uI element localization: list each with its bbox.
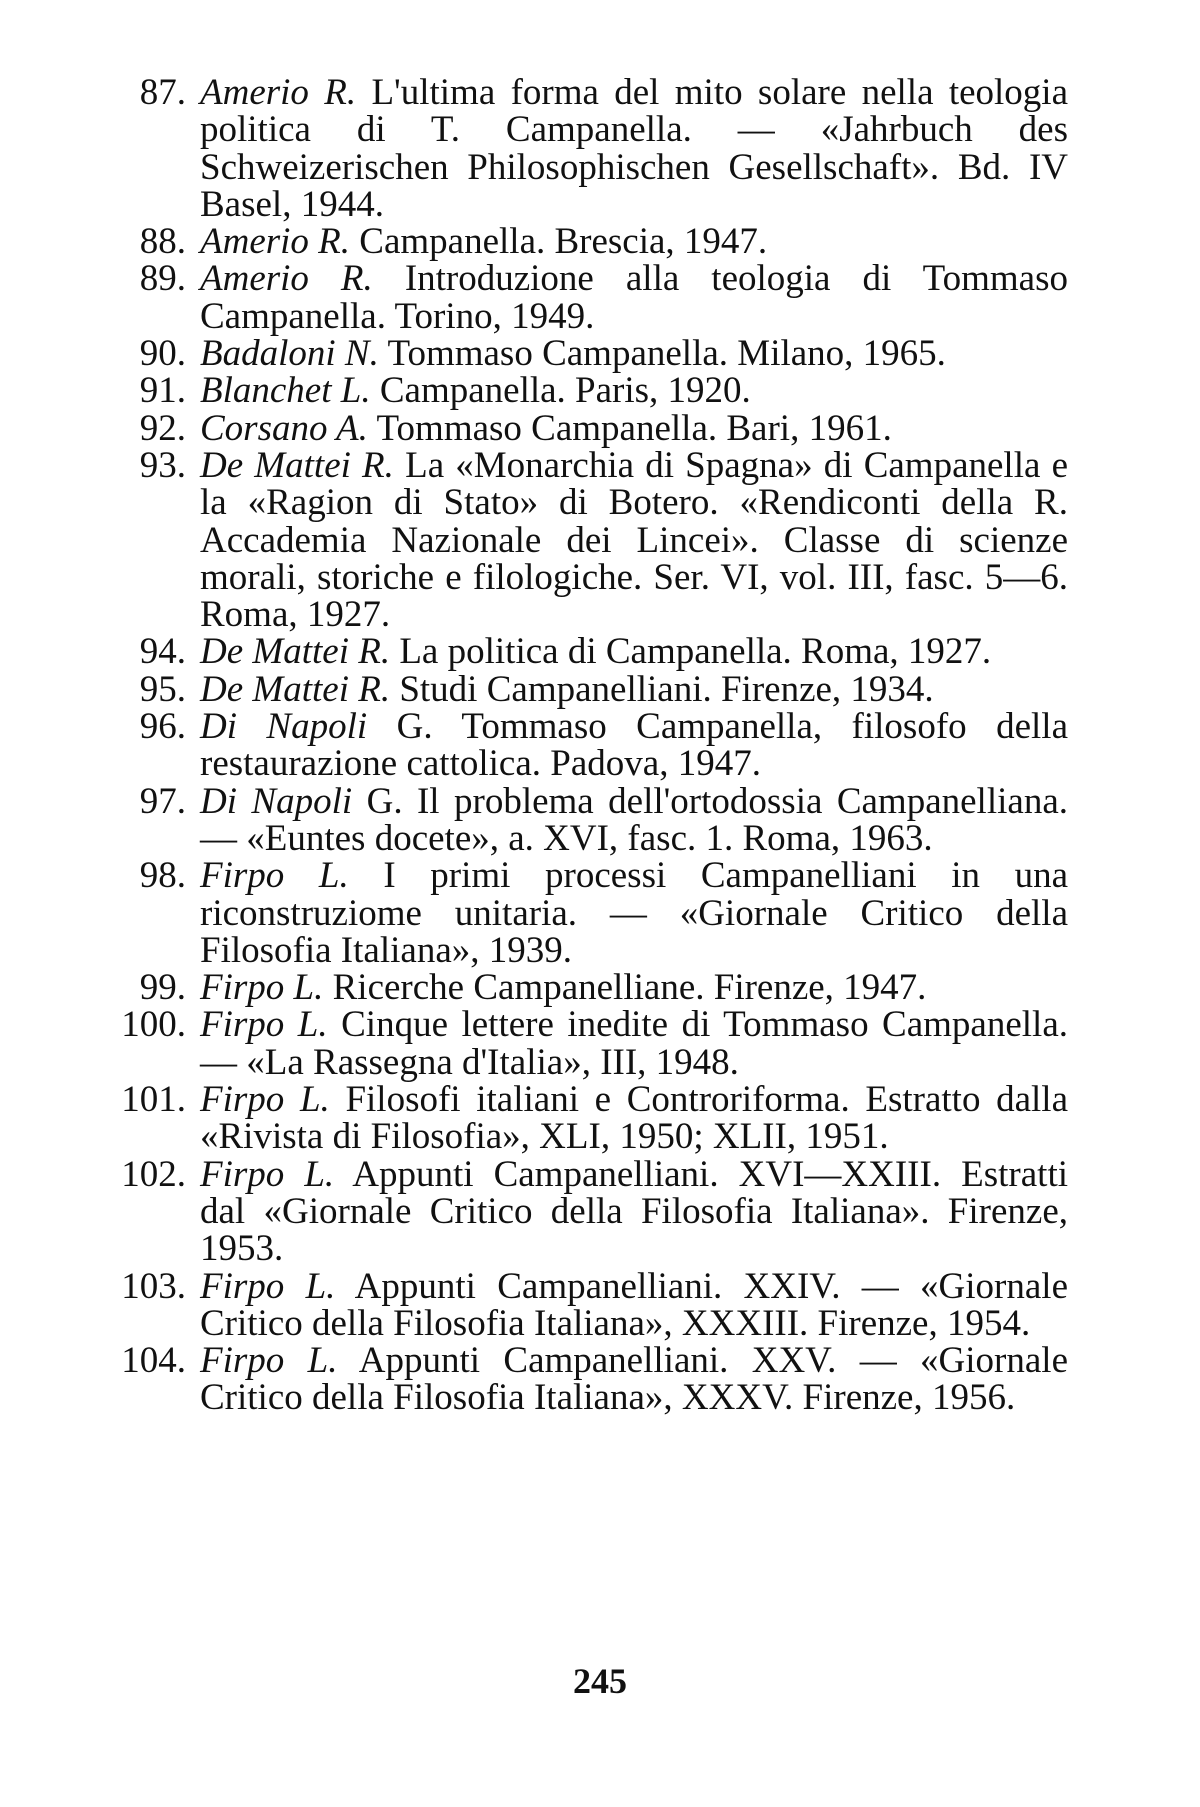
bibliography-list (118, 74, 1068, 1417)
entry-body (200, 631, 1068, 673)
entry-text: Cinque lettere inedite di Tommaso Campanella. — «La Rassegna d'Italia», III, 1948. (200, 1004, 1069, 1083)
entry-number: 94. (139, 631, 186, 673)
entry-body (200, 857, 1068, 969)
entry-body (200, 260, 1068, 335)
bibliography-entry (118, 631, 1068, 673)
entry-author: Firpo L. (200, 1004, 328, 1046)
bibliography-entry (118, 74, 1068, 223)
entry-text: Appunti Campanelliani. XXV. — «Giornale Critico della Filosofia Italiana», XXXV. Firenze, 1956. (200, 1340, 1069, 1419)
entry-number: 103. (121, 1265, 186, 1307)
entry-text: La «Monarchia di Spagna» di Campanella e la «Ragion di Stato» di Botero. «Rendiconti della R. Accademia Nazionale dei Lincei». Classe di scienze morali, storiche e filologiche. Ser. VI, vol. III, fasc. 5—6. Roma, 1927. (200, 444, 1069, 636)
bibliography-entry (118, 333, 1068, 375)
entry-body (200, 1265, 1068, 1344)
entry-author: Firpo L. (200, 1340, 338, 1382)
entry-text: G. Il problema dell'ortodossia Campanelliana. — «Euntes docete», a. XVI, fasc. 1. Roma, 1963. (200, 780, 1068, 859)
entry-number: 104. (121, 1340, 186, 1382)
entry-body (200, 1081, 1068, 1156)
entry-body (200, 333, 1068, 375)
entry-text: Campanella. Paris, 1920. (379, 370, 751, 412)
entry-body (200, 708, 1068, 783)
entry-body (200, 74, 1068, 223)
entry-author: Di Napoli (200, 706, 368, 748)
entry-text: Campanella. Brescia, 1947. (359, 221, 768, 263)
entry-text: Tommaso Campanella. Milano, 1965. (387, 333, 946, 375)
bibliography-entry (118, 1153, 1069, 1270)
entry-text: L'ultima forma del mito solare nella teologia politica di T. Campanella. — «Jahrbuch des Schweizerischen Philosophischen Gesellschaft». Bd. IV Basel, 1944. (200, 72, 1068, 225)
entry-number: 87. (139, 72, 186, 113)
entry-author: Blanchet L. (200, 370, 371, 412)
bibliography-entry (118, 668, 1068, 710)
entry-author: Amerio R. (200, 258, 373, 300)
entry-text: Studi Campanelliani. Firenze, 1934. (399, 668, 934, 710)
entry-number: 89. (139, 258, 186, 300)
bibliography-entry (118, 1006, 1068, 1081)
entry-author: Firpo L. (200, 1079, 330, 1121)
entry-author: Firpo L. (200, 1265, 336, 1307)
bibliography-entry (118, 1081, 1068, 1156)
bibliography-entry (118, 221, 1068, 263)
entry-author: Amerio R. (200, 221, 351, 263)
entry-body (200, 1153, 1069, 1270)
entry-text: G. Tommaso Campanella, filosofo della restaurazione cattolica. Padova, 1947. (200, 706, 1068, 785)
entry-author: Firpo L. (200, 855, 349, 897)
entry-author: De Mattei R. (200, 444, 394, 486)
entry-author: Badaloni N. (200, 333, 379, 375)
bibliography-entry (118, 407, 1068, 449)
entry-number: 93. (139, 444, 186, 486)
entry-text: Introduzione alla teologia di Tommaso Campanella. Torino, 1949. (200, 258, 1068, 337)
bibliography-entry (118, 1265, 1068, 1344)
entry-body (200, 668, 1068, 710)
entry-number: 92. (139, 407, 186, 449)
entry-text: Filosofi italiani e Controriforma. Estratto dalla «Rivista di Filosofia», XLI, 1950; XLII, 1951. (200, 1079, 1069, 1158)
entry-number: 98. (139, 855, 186, 897)
entry-author: Di Napoli (200, 780, 353, 822)
entry-body (200, 780, 1068, 859)
entry-body (200, 1006, 1068, 1081)
entry-body (200, 407, 1068, 449)
bibliography-entry (118, 260, 1068, 335)
bibliography-entry (118, 708, 1068, 783)
entry-text: Appunti Campanelliani. XVI—XXIII. Estratti dal «Giornale Critico della Filosofia Italiana». Firenze, 1953. (200, 1153, 1069, 1270)
entry-text: Appunti Campanelliani. XXIV. — «Giornale Critico della Filosofia Italiana», XXXIII. Firenze, 1954. (200, 1265, 1068, 1344)
bibliography-entry (118, 967, 1068, 1009)
entry-number: 91. (139, 370, 186, 412)
entry-number: 101. (121, 1079, 186, 1121)
entry-number: 97. (139, 780, 186, 822)
entry-number: 88. (139, 221, 186, 263)
entry-number: 96. (139, 706, 186, 748)
entry-number: 95. (139, 668, 186, 710)
entry-body (200, 221, 1068, 263)
entry-body (200, 1342, 1068, 1417)
entry-text: Ricerche Campanelliane. Firenze, 1947. (332, 967, 927, 1009)
bibliography-entry (118, 780, 1068, 859)
entry-body (200, 444, 1069, 636)
entry-number: 100. (121, 1004, 186, 1046)
entry-number: 99. (139, 967, 186, 1009)
entry-author: Firpo L. (200, 967, 324, 1009)
page-number: 245 (573, 1661, 627, 1701)
entry-text: I primi processi Campanelliani in una riconstruziome unitaria. — «Giornale Critico della Filosofia Italiana», 1939. (200, 855, 1069, 971)
entry-text: Tommaso Campanella. Bari, 1961. (376, 407, 892, 449)
bibliography-entry (118, 370, 1068, 412)
entry-number: 102. (121, 1153, 186, 1195)
bibliography-entry (118, 1342, 1068, 1417)
entry-author: Amerio R. (200, 72, 357, 113)
entry-body (200, 967, 1068, 1009)
bibliography-entry (118, 857, 1068, 969)
entry-text: La politica di Campanella. Roma, 1927. (399, 631, 992, 673)
entry-author: Firpo L. (200, 1153, 335, 1195)
entry-author: Corsano A. (200, 407, 368, 449)
entry-author: De Mattei R. (200, 631, 391, 673)
entry-number: 90. (139, 333, 186, 375)
bibliography-entry (118, 444, 1069, 636)
entry-body (200, 370, 1068, 412)
entry-author: De Mattei R. (200, 668, 391, 710)
